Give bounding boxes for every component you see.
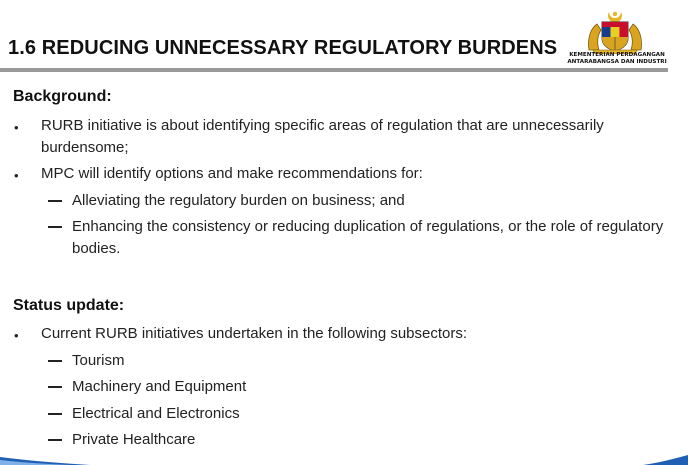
coat-of-arms-icon	[585, 8, 645, 54]
background-heading: Background:	[13, 88, 112, 105]
logo-caption-line2: ANTARABANGSA DAN INDUSTRI	[567, 59, 667, 65]
status-item-1: Current RURB initiatives undertaken in the following subsectors:	[41, 325, 468, 342]
dash-icon	[48, 360, 62, 362]
background-item-2: MPC will identify options and make recommendations for:	[41, 165, 423, 182]
status-heading: Status update:	[13, 297, 125, 314]
dash-icon	[48, 200, 62, 202]
background-subitem-1: Alleviating the regulatory burden on business; and	[72, 192, 405, 209]
footer-wave-left	[0, 455, 90, 465]
dash-icon	[48, 439, 62, 441]
status-subitem-tourism: Tourism	[72, 352, 125, 369]
dash-icon	[48, 413, 62, 415]
logo-caption-line1: KEMENTERIAN PERDAGANGAN	[569, 52, 665, 58]
footer-wave-right	[643, 455, 688, 465]
ministry-logo	[562, 8, 672, 68]
status-subitem-machinery: Machinery and Equipment	[72, 378, 247, 395]
status-subitem-healthcare: Private Healthcare	[72, 431, 196, 448]
bullet-icon: •	[14, 168, 19, 183]
background-subitem-2: Enhancing the consistency or reducing duplication of regulations, or the role of regulatory bodies.	[72, 218, 664, 257]
dash-icon	[48, 226, 62, 228]
bullet-icon: •	[14, 328, 19, 343]
status-subitem-electrical: Electrical and Electronics	[72, 405, 240, 422]
bullet-icon: •	[14, 120, 19, 135]
dash-icon	[48, 386, 62, 388]
slide-title: 1.6 REDUCING UNNECESSARY REGULATORY BURDENS	[8, 37, 558, 59]
background-item-1: RURB initiative is about identifying specific areas of regulation that are unnecessarily burdensome;	[41, 117, 604, 156]
title-divider	[0, 68, 668, 72]
